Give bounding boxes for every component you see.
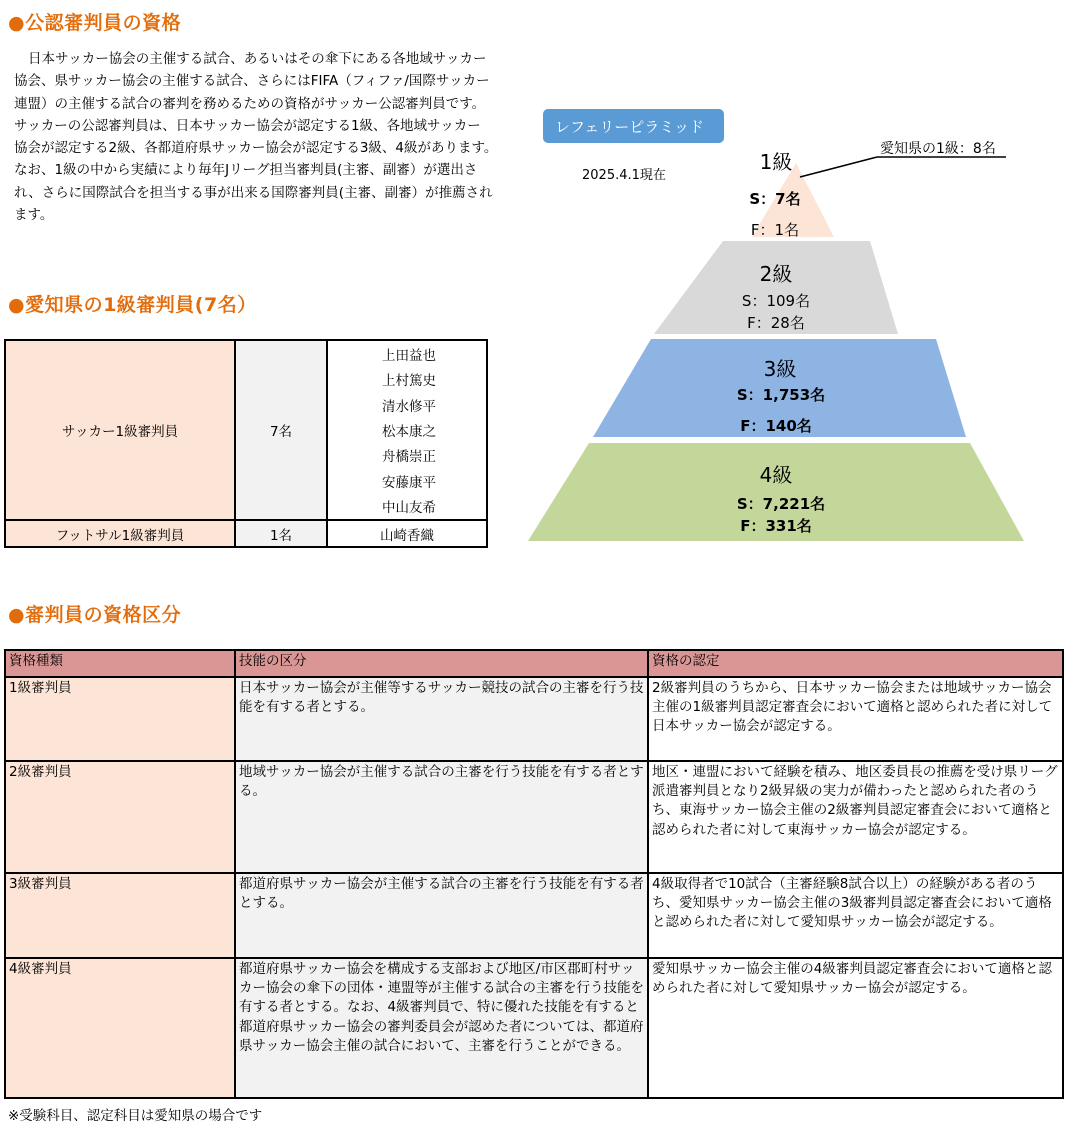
intro-paragraph: 日本サッカー協会の主催する試合、あるいはその傘下にある各地域サッカー協会、県サッカー協会の主催する試合、さらにはFIFA（フィファ/国際サッカー連盟）の主催する試合の審判を務めるための資格がサッカー公認審判員です。 サッカーの公認審判員は、日本サッカー協会が認定する1級、各地域サッカー協会が認定する2級、各都道府県サッカー協会が認定する3級、4級があります。 なお、1級の中から実績により毎年Jリーグ担当審判員(主審、副審）が選出され、さらに国際試合を担当する事が出来る国際審判員(主審、副審）が推薦されます。: [14, 51, 505, 224]
referee-name: 舟橋崇正: [382, 449, 436, 466]
level-2-futsal: F：28名: [747, 314, 805, 332]
level-3-futsal: F：140名: [740, 417, 812, 435]
referee-name: 上田益也: [382, 347, 436, 364]
row-skill: 地域サッカー協会が主催する試合の主審を行う技能を有する者とする。: [235, 761, 648, 873]
row-cert: 2級審判員のうちから、日本サッカー協会または地域サッカー協会主催の1級審判員認定審査会において適格と認められた者に対して日本サッカー協会が認定する。: [648, 677, 1063, 761]
row-cert: 地区・連盟において経験を積み、地区委員長の推薦を受け県リーグ派遣審判員となり2級昇級の実力が備わったと認められた者のうち、東海サッカー協会主催の2級審判員認定審査会において適格と認められた者に対して東海サッカー協会が認定する。: [648, 761, 1063, 873]
row-cert: 4級取得者で10試合（主審経験8試合以上）の経験がある者のうち、愛知県サッカー協会主催の3級審判員認定審査会において適格と認められた者に対して愛知県サッカー協会が認定する。: [648, 873, 1063, 958]
referee-name: 松本康之: [382, 423, 436, 440]
soccer-count: 7名: [269, 424, 293, 440]
footnote: ※受験科目、認定科目は愛知県の場合です: [8, 1108, 263, 1124]
section-heading-qualification: ●公認審判員の資格: [8, 12, 182, 34]
level-1-title: 1級: [759, 150, 793, 174]
futsal-label: フットサル1級審判員: [55, 527, 185, 544]
row-type: 4級審判員: [5, 958, 235, 1098]
futsal-name: 山崎香織: [380, 527, 434, 544]
header-cert: 資格の認定: [648, 650, 1063, 677]
qualification-category-table: [4, 649, 1064, 1099]
referee-name: 中山友希: [382, 500, 436, 517]
header-type: 資格種類: [5, 650, 235, 677]
row-skill: 都道府県サッカー協会が主催する試合の主審を行う技能を有する者とする。: [235, 873, 648, 958]
row-cert: 愛知県サッカー協会主催の4級審判員認定審査会において適格と認められた者に対して愛知県サッカー協会が認定する。: [648, 958, 1063, 1098]
level-3-title: 3級: [763, 357, 797, 381]
table-header-row: [5, 650, 1063, 677]
level-3-soccer: S：1,753名: [736, 386, 826, 404]
aichi-callout: 愛知県の1級：8名: [880, 141, 996, 157]
row-type: 3級審判員: [5, 873, 235, 958]
referee-name: 清水修平: [382, 398, 436, 415]
level-2-title: 2級: [759, 262, 793, 286]
soccer-label: サッカー1級審判員: [61, 424, 179, 440]
row-type: 2級審判員: [5, 761, 235, 873]
futsal-count: 1名: [269, 527, 293, 544]
level-2-soccer: S：109名: [741, 292, 811, 310]
level-1-soccer: S：7名: [749, 190, 801, 208]
section-heading-aichi-referees: ●愛知県の1級審判員(7名）: [8, 294, 257, 316]
pyramid-date: 2025.4.1現在: [582, 168, 666, 183]
table-row: [5, 761, 1063, 873]
table-row: [5, 677, 1063, 761]
table-row: [5, 873, 1063, 958]
referee-pyramid: [0, 0, 1067, 560]
level-4-soccer: S：7,221名: [736, 495, 826, 513]
level-4-futsal: F：331名: [740, 517, 812, 535]
level-4-title: 4級: [759, 463, 793, 487]
table-row: [5, 958, 1063, 1098]
header-skill: 技能の区分: [235, 650, 648, 677]
row-skill: 都道府県サッカー協会を構成する支部および地区/市区郡町村サッカー協会の傘下の団体・連盟等が主催する試合の主審を行う技能を有する者とする。なお、4級審判員で、特に優れた技能を有すると都道府県サッカー協会の審判委員会が認めた者については、都道府県サッカー協会主催の試合において、主審を行うことができる。: [235, 958, 648, 1098]
row-skill: 日本サッカー協会が主催等するサッカー競技の試合の主審を行う技能を有する者とする。: [235, 677, 648, 761]
row-type: 1級審判員: [5, 677, 235, 761]
referee-name: 上村篤史: [382, 373, 436, 390]
level-1-futsal: F：1名: [750, 221, 800, 239]
referee-name: 安藤康平: [382, 474, 436, 491]
section-heading-categories: ●審判員の資格区分: [8, 604, 182, 626]
pyramid-badge: レフェリーピラミッド: [543, 109, 724, 143]
